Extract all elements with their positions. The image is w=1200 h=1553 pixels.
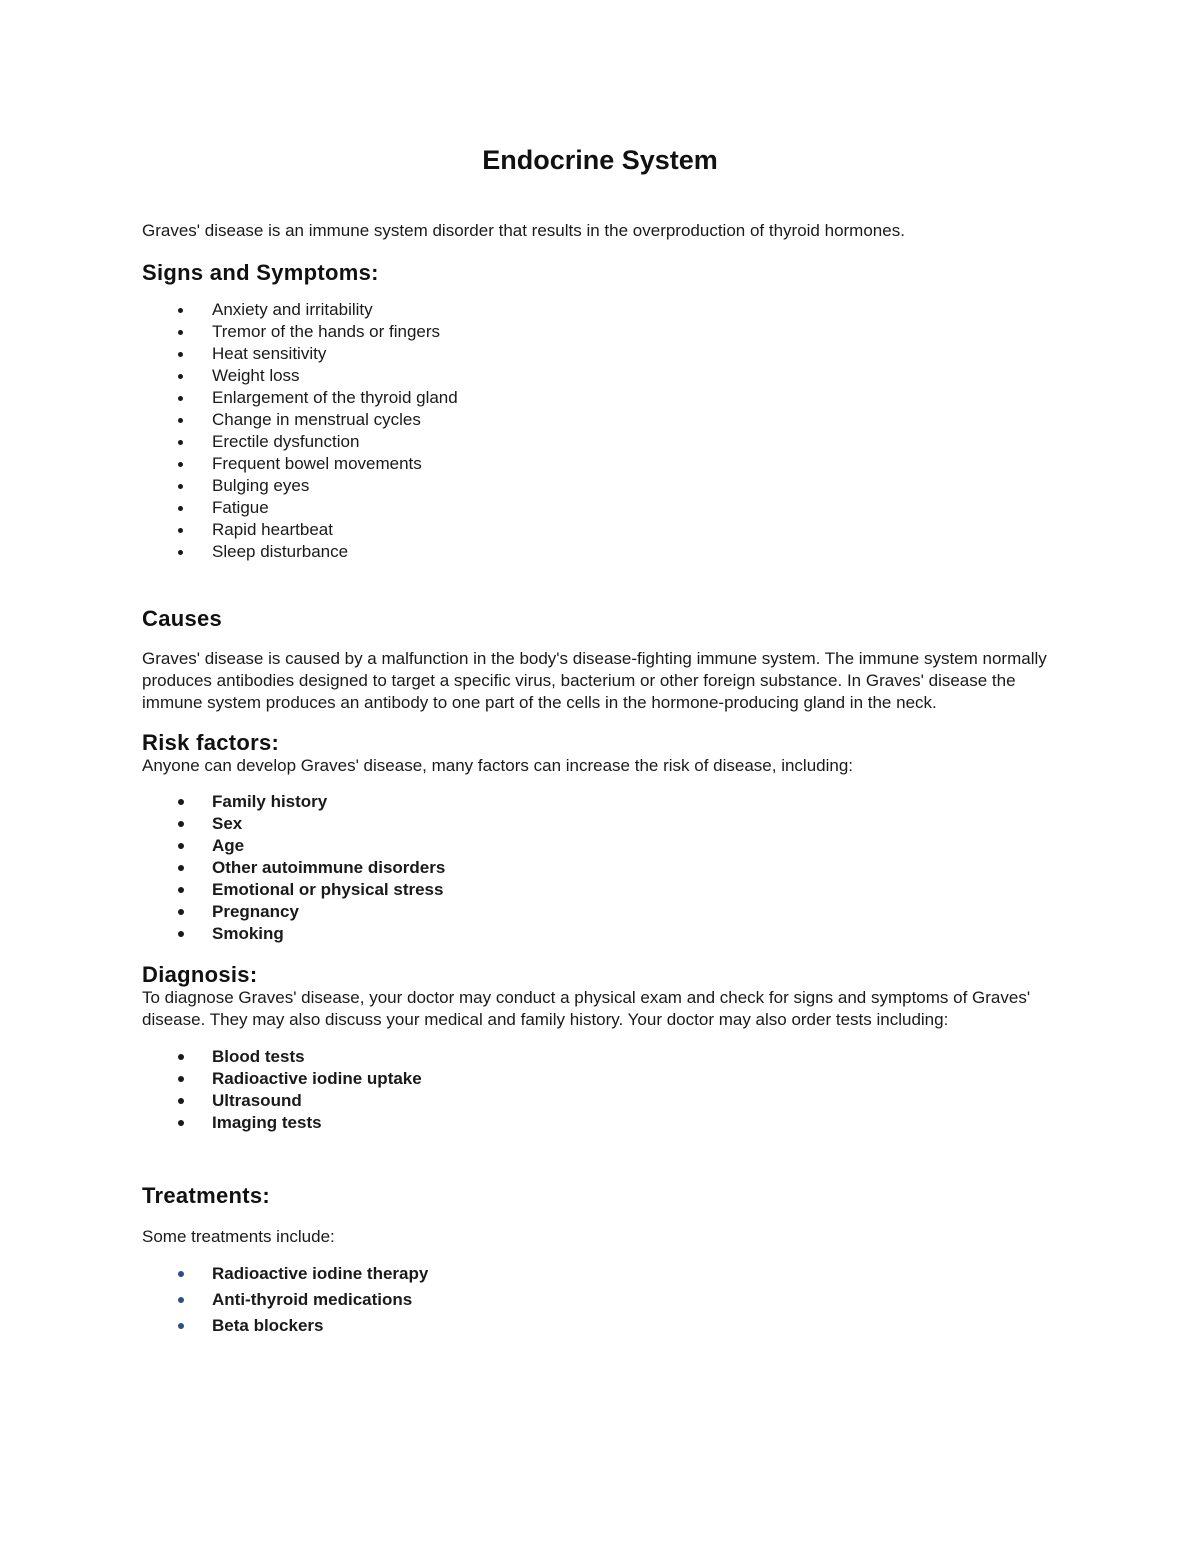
list-item: Heat sensitivity — [142, 343, 1058, 365]
bullet-icon — [178, 528, 183, 533]
signs-list — [142, 299, 1058, 563]
bullet-icon — [178, 352, 183, 357]
causes-heading: Causes — [142, 606, 223, 631]
list-item: Change in menstrual cycles — [142, 409, 1058, 431]
bullet-icon — [178, 1297, 184, 1303]
list-item: Weight loss — [142, 365, 1058, 387]
list-item: Other autoimmune disorders — [142, 857, 1058, 879]
list-item: Tremor of the hands or fingers — [142, 321, 1058, 343]
list-item: Radioactive iodine therapy — [142, 1261, 1058, 1287]
bullet-icon — [178, 1271, 184, 1277]
bullet-icon — [178, 506, 183, 511]
treatments-heading: Treatments: — [142, 1182, 271, 1208]
signs-heading: Signs and Symptoms: — [142, 260, 379, 285]
risk-heading: Risk factors: — [142, 730, 280, 756]
diagnosis-list — [142, 1046, 1058, 1134]
list-item: Rapid heartbeat — [142, 519, 1058, 541]
bullet-icon — [178, 843, 184, 849]
list-item: Sleep disturbance — [142, 541, 1058, 563]
list-item: Imaging tests — [142, 1112, 1058, 1134]
list-item: Age — [142, 835, 1058, 857]
list-item: Fatigue — [142, 497, 1058, 519]
bullet-icon — [178, 1076, 184, 1082]
bullet-icon — [178, 865, 184, 871]
list-item: Frequent bowel movements — [142, 453, 1058, 475]
bullet-icon — [178, 418, 183, 423]
bullet-icon — [178, 396, 183, 401]
list-item: Beta blockers — [142, 1313, 1058, 1339]
list-item: Anxiety and irritability — [142, 299, 1058, 321]
intro-paragraph: Graves' disease is an immune system disorder that results in the overproduction of thyroid hormones. — [142, 221, 905, 240]
bullet-icon — [178, 821, 184, 827]
bullet-icon — [178, 931, 184, 937]
bullet-icon — [178, 1120, 184, 1126]
document-content — [142, 142, 1058, 1339]
bullet-icon — [178, 308, 183, 313]
list-item: Ultrasound — [142, 1090, 1058, 1112]
list-item: Sex — [142, 813, 1058, 835]
list-item: Radioactive iodine uptake — [142, 1068, 1058, 1090]
list-item: Emotional or physical stress — [142, 879, 1058, 901]
treatments-list — [142, 1261, 1058, 1339]
page-title: Endocrine System — [482, 145, 718, 175]
list-item: Pregnancy — [142, 901, 1058, 923]
list-item: Family history — [142, 791, 1058, 813]
list-item: Smoking — [142, 923, 1058, 945]
list-item: Enlargement of the thyroid gland — [142, 387, 1058, 409]
bullet-icon — [178, 909, 184, 915]
bullet-icon — [178, 1323, 184, 1329]
bullet-icon — [178, 484, 183, 489]
bullet-icon — [178, 799, 184, 805]
bullet-icon — [178, 550, 183, 555]
treatments-paragraph: Some treatments include: — [142, 1226, 335, 1246]
diagnosis-heading: Diagnosis: — [142, 962, 258, 988]
risk-paragraph: Anyone can develop Graves' disease, many factors can increase the risk of disease, including: — [142, 756, 854, 776]
causes-paragraph: Graves' disease is caused by a malfunction in the body's disease-fighting immune system. The immune system normally produces antibodies designed to target a specific virus, bacterium or other foreign substance. In Graves' disease the immune system produces an antibody to one part of the cells in the hormone-producing gland in the neck. — [142, 649, 1047, 712]
list-item: Blood tests — [142, 1046, 1058, 1068]
bullet-icon — [178, 330, 183, 335]
diagnosis-paragraph: To diagnose Graves' disease, your doctor may conduct a physical exam and check for signs and symptoms of Graves' disease. They may also discuss your medical and family history. Your doctor may also order tests including: — [142, 988, 1031, 1029]
bullet-icon — [178, 440, 183, 445]
bullet-icon — [178, 374, 183, 379]
list-item: Erectile dysfunction — [142, 431, 1058, 453]
bullet-icon — [178, 1098, 184, 1104]
risk-list — [142, 791, 1058, 945]
list-item: Anti-thyroid medications — [142, 1287, 1058, 1313]
bullet-icon — [178, 887, 184, 893]
bullet-icon — [178, 462, 183, 467]
list-item: Bulging eyes — [142, 475, 1058, 497]
bullet-icon — [178, 1054, 184, 1060]
